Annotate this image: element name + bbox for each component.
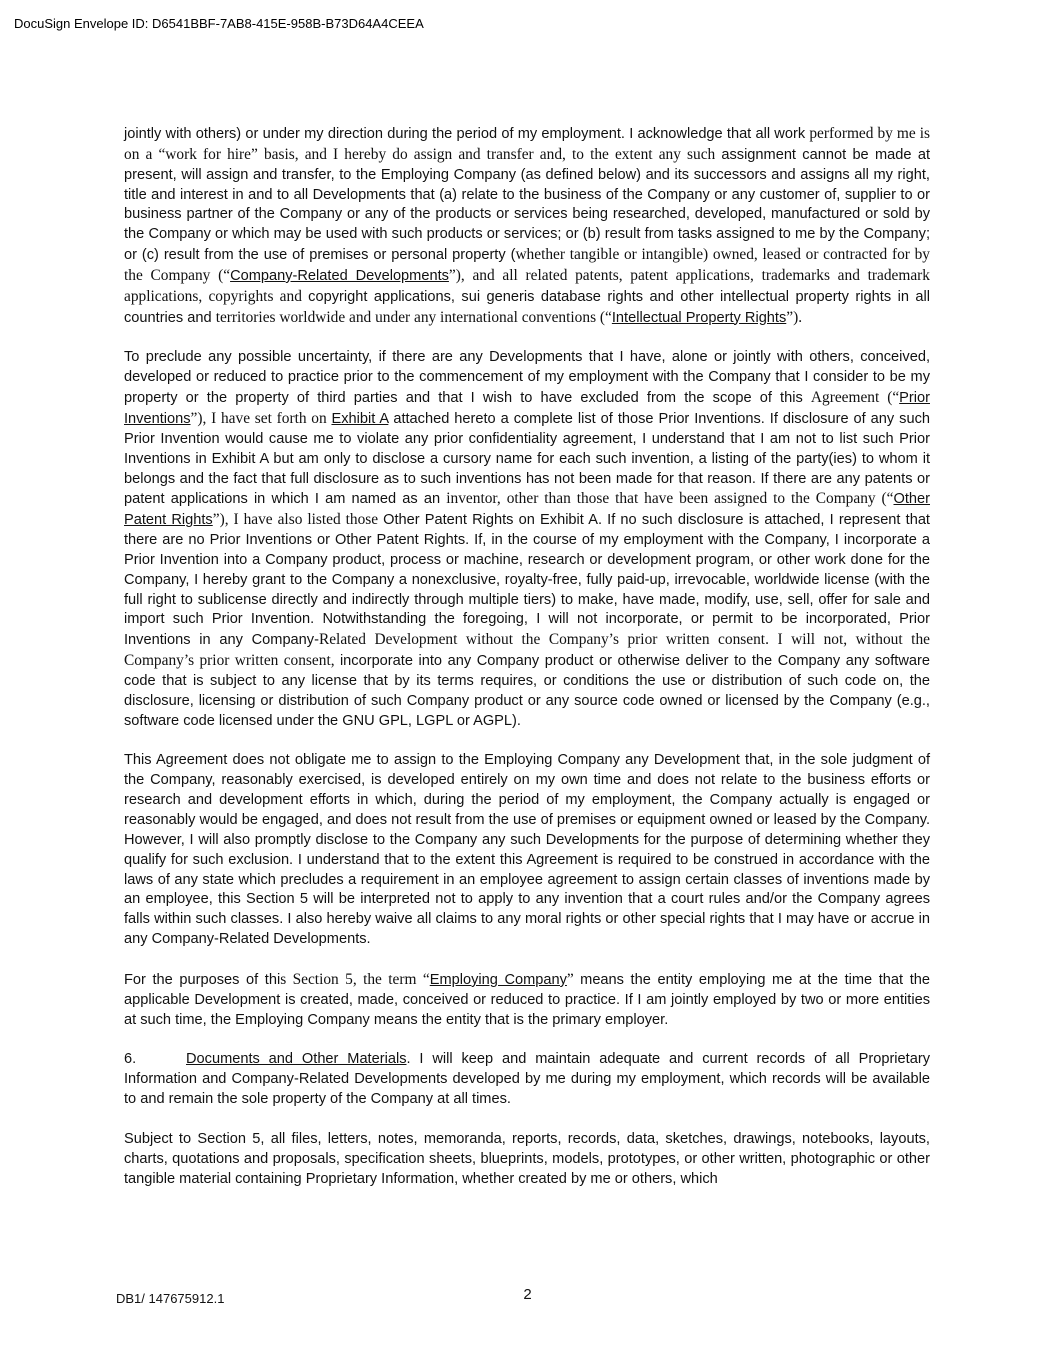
paragraph-non-obligation: This Agreement does not obligate me to assign to the Employing Company any Development that, in the sole judgment of the Company, reasonably exercised, is developed entirely on my own time and does not relate to the business efforts or research and development efforts in which, during the period of my employment, the Company actually is engaged or reasonably would be engaged, and does not result from the use of premises or equipment owned or leased by the Company. However, I will also promptly disclose to the Company any such Developments for the purpose of determining whether they qualify for such exclusion. I understand that to the extent this Agreement is required to be construed in accordance with the laws of any state which precludes a requirement in an employee agreement to assign certain classes of inventions made by an employee, this Section 5 will be interpreted not to apply to any invention that a court rules and/or the Company agrees falls within such classes. I also hereby waive all claims to any moral rights or other special rights that I may have or accrue in any Company-Related Developments.	[124, 752, 930, 948]
defined-term-company-related-developments: Company-Related Developments	[230, 267, 449, 284]
section-heading: Documents and Other Materials	[186, 1051, 407, 1068]
text-span: territories worldwide and under any international conventions (“	[215, 308, 612, 326]
text-span: Related Development without the Company’s prior written consent. I will not, without the Company’s prior written consent,	[124, 631, 930, 670]
paragraph-materials: Subject to Section 5, all files, letters, notes, memoranda, reports, records, data, sketches, drawings, notebooks, layouts, charts, quotations and proposals, specification sheets, blueprints, models, prototypes, or other written, photographic or other tangible material containing Proprietary Information, whether created by me or others, which	[124, 1130, 930, 1187]
text-span: attached hereto a complete list of those Prior Inventions. If disclosure of any such Prior Invention would cause me to violate any prior confidentiality agreement, I understand that I am not to list such Prior Inventions in Exhibit A but am only to disclose a cursory name for each such invention, a listing of the party(ies) to whom it belongs and the fact that full disclosure as to such inventions has not been made for that reason. If there are any patents or patent applications in which I am named as an	[124, 410, 930, 508]
paragraph-employing-company	[124, 970, 930, 1031]
defined-term-prior-inventions: Prior Inventions	[124, 390, 930, 427]
text-span: Other Patent Rights on Exhibit A. If no such disclosure is attached, I represent that there are no Prior Inventions or Other Patent Rights. If, in the course of my employment with the Company, I incorporate a Prior Invention into a Company product, process or machine, research or development program, or other work done for the Company, I hereby grant to the Company a nonexclusive, royalty-free, fully paid-up, irrevocable, worldwide license (with the full right to sublicense directly and indirectly through multiple tiers) to make, have made, modify, use, sell, offer for sale and import such Prior Invention. Notwithstanding the foregoing, I will not incorporate, or permit to be incorporated, Prior Inventions in any Company-	[124, 512, 930, 649]
text-span: whether tangible or intangible) owned, leased or contracted for by the Company (“	[124, 246, 930, 284]
text-span: incorporate into any Company product or otherwise deliver to the Company any software code that is subject to any license that by its terms requires, or conditions the use or distribution of such code on, the disclosure, licensing or distribution of such Company product or any source code owned or licensed by the Company (e.g., software code licensed under the GNU GPL, LGPL or AGPL).	[124, 653, 930, 729]
text-span: For the purposes of thi	[124, 971, 281, 988]
paragraph-work-for-hire	[124, 124, 930, 328]
text-span: means the entity employing me at the time that the applicable Development is created, made, conceived or reduced to practice. If I am jointly employed by two or more entities at such time, the Employing Company means the entity that is the primary employer.	[124, 971, 930, 1028]
text-span: s Section 5, the term “	[280, 970, 430, 988]
text-span: ”), I have also listed those	[212, 511, 384, 529]
docusign-envelope-id: DocuSign Envelope ID: D6541BBF-7AB8-415E-958B-B73D64A4CEEA	[14, 16, 424, 31]
paragraph-prior-inventions	[124, 348, 930, 731]
section-6-documents	[124, 1050, 930, 1110]
page-number: 2	[523, 1286, 532, 1303]
exhibit-a-reference: Exhibit A	[331, 410, 389, 427]
text-span: assignment cannot be made at present, will assign and transfer, to the Employing Company (as defined below) and its successors and assigns all my right, title and interest in and to all Developments that (a) relate to the business of the Company or any customer of, supplier to or business partner of the Company or any of the products or services being researched, developed, manufactured or sold by the Company or which may be used with such products or services; or (b) result from tasks assigned to me by the Company; or (c) result from the use of premises or personal property (	[124, 146, 930, 264]
text-span: To preclude any possible uncertainty, if there are any Developments that I have, alone or jointly with others, conceived, developed or reduced to practice prior to the commencement of my employment with the Company that I consider to be my property or the property of third parties and that I wish to have excluded from the scope of this	[124, 349, 930, 407]
text-span: copyright applications, sui generis database rights and other intellectual property rights in all countries and	[124, 288, 930, 326]
section-number: 6.	[124, 1051, 137, 1068]
text-span: ”).	[786, 308, 803, 326]
text-span: inventor, other than those that have been assigned to the Company (“	[446, 490, 894, 508]
text-span: Agreement (“	[810, 389, 900, 407]
text-span: ”), and all related patents, patent applications, trademarks and trademark applications, copyrights and	[124, 266, 930, 305]
text-span: ”	[566, 970, 581, 988]
defined-term-employing-company: Employing Company	[429, 971, 567, 988]
text-span: . I will keep and maintain adequate and current records of all Proprietary Information and Company-Related Developments developed by me during my employment, which records will be available to and remain the sole property of the Company at all times.	[124, 1051, 930, 1108]
text-span: jointly with others) or under my direction during the period of my employment. I acknowledge that all work	[124, 126, 810, 142]
text-span: performed by me is on a “work for hire” basis, and I hereby do assign and transfer and, to the extent any such	[124, 125, 930, 163]
defined-term-other-patent-rights: Other Patent Rights	[124, 491, 930, 529]
defined-term-intellectual-property-rights: Intellectual Property Rights	[611, 309, 787, 326]
text-span: ”), I have set forth on	[190, 409, 332, 427]
footer-document-id: DB1/ 147675912.1	[116, 1291, 225, 1306]
document-body	[124, 124, 930, 1210]
